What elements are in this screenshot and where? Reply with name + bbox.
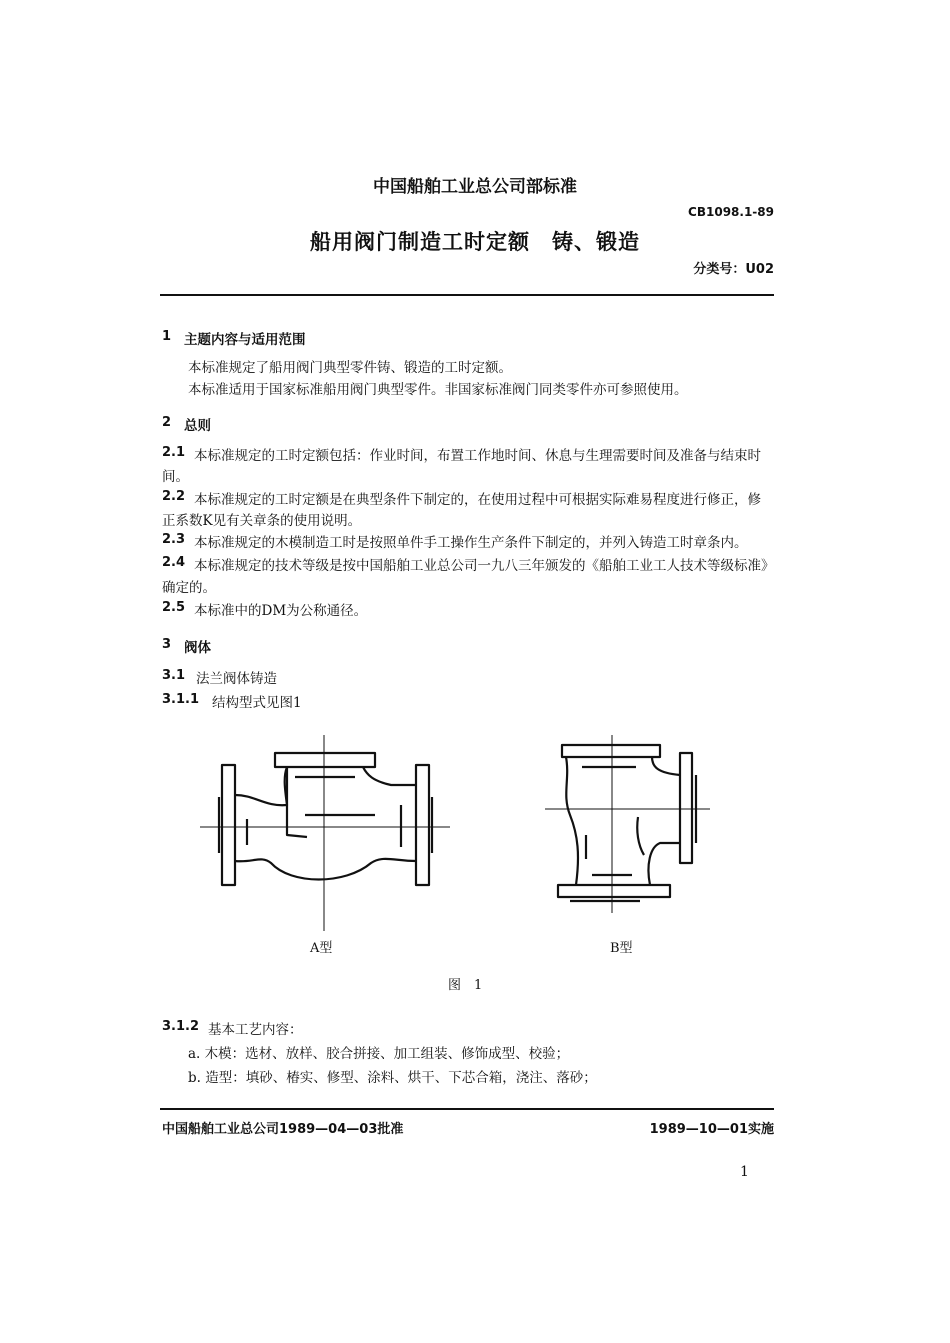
inner-curve (637, 817, 644, 855)
clause-2-4-line-2: 确定的。 (162, 580, 216, 596)
footer-rule (160, 1108, 774, 1110)
bottom-flange (558, 885, 670, 897)
section-3-number: 3 (162, 637, 172, 652)
section-1-paragraph-1: 本标准规定了船用阀门典型零件铸、锻造的工时定额。 (188, 360, 512, 376)
body-upper-right (652, 757, 680, 775)
standard-code: CB1098.1-89 (688, 205, 774, 219)
clause-3-1-1-title: 结构型式见图1 (212, 695, 302, 711)
top-flange (275, 753, 375, 767)
classification-number: 分类号：U02 (693, 262, 774, 277)
clause-3-1-title: 法兰阀体铸造 (196, 671, 277, 687)
figure-caption: 图 1 (448, 978, 483, 993)
clause-2-3-line-1: 本标准规定的木模制造工时是按照单件手工操作生产条件下制定的，并列入铸造工时章条内。 (194, 535, 748, 551)
figure-a-label: A型 (310, 941, 333, 956)
section-3-title: 阀体 (184, 640, 211, 656)
body-lower (235, 859, 416, 880)
body-upper-right (363, 767, 416, 785)
body-left-wall (566, 757, 578, 885)
clause-2-2-number: 2.2 (162, 489, 186, 504)
section-1-number: 1 (162, 329, 172, 344)
figure-valve-type-a (195, 735, 455, 935)
top-flange (562, 745, 660, 757)
left-flange (222, 765, 235, 885)
clause-3-1-2-title: 基本工艺内容： (208, 1022, 303, 1038)
process-item-b: b. 造型：填砂、椿实、修型、涂料、烘干、下芯合箱，浇注、落砂； (188, 1070, 597, 1086)
body-upper-left (235, 767, 287, 805)
figure-valve-type-b (540, 735, 720, 915)
clause-2-1-line-2: 间。 (162, 469, 189, 485)
header-rule (160, 294, 774, 296)
clause-2-4-number: 2.4 (162, 555, 186, 570)
clause-2-1-number: 2.1 (162, 445, 186, 460)
right-flange (680, 753, 692, 863)
right-flange (416, 765, 429, 885)
section-2-title: 总则 (184, 418, 211, 434)
section-1-title: 主题内容与适用范围 (184, 332, 306, 348)
clause-3-1-1-number: 3.1.1 (162, 692, 200, 707)
effective-date: 1989—10—01实施 (649, 1122, 774, 1137)
body-lower-right (648, 843, 680, 885)
clause-2-2-line-1: 本标准规定的工时定额是在典型条件下制定的，在使用过程中可根据实际难易程度进行修正，修 (194, 492, 761, 508)
figure-b-label: B型 (610, 941, 633, 956)
page-number: 1 (740, 1164, 749, 1180)
clause-2-5-line-1: 本标准中的DM为公称通径。 (194, 603, 368, 619)
clause-2-5-number: 2.5 (162, 600, 186, 615)
clause-2-3-number: 2.3 (162, 532, 186, 547)
clause-2-4-line-1: 本标准规定的技术等级是按中国船舶工业总公司一九八三年颁发的《船舶工业工人技术等级标准》 (194, 558, 775, 574)
organization-standard: 中国船舶工业总公司部标准 (373, 177, 577, 197)
process-item-a: a. 木模：选材、放样、胶合拼接、加工组装、修饰成型、校验； (188, 1046, 570, 1062)
clause-2-1-line-1: 本标准规定的工时定额包括：作业时间，布置工作地时间、休息与生理需要时间及准备与结束时 (194, 448, 761, 464)
section-2-number: 2 (162, 415, 172, 430)
clause-2-2-line-2: 正系数K见有关章条的使用说明。 (162, 513, 362, 529)
document-title: 船用阀门制造工时定额 铸、锻造 (310, 230, 640, 254)
clause-3-1-number: 3.1 (162, 668, 186, 683)
approval-date: 中国船舶工业总公司1989—04—03批准 (162, 1122, 404, 1137)
clause-3-1-2-number: 3.1.2 (162, 1019, 200, 1034)
section-1-paragraph-2: 本标准适用于国家标准船用阀门典型零件。非国家标准阀门同类零件亦可参照使用。 (188, 382, 688, 398)
